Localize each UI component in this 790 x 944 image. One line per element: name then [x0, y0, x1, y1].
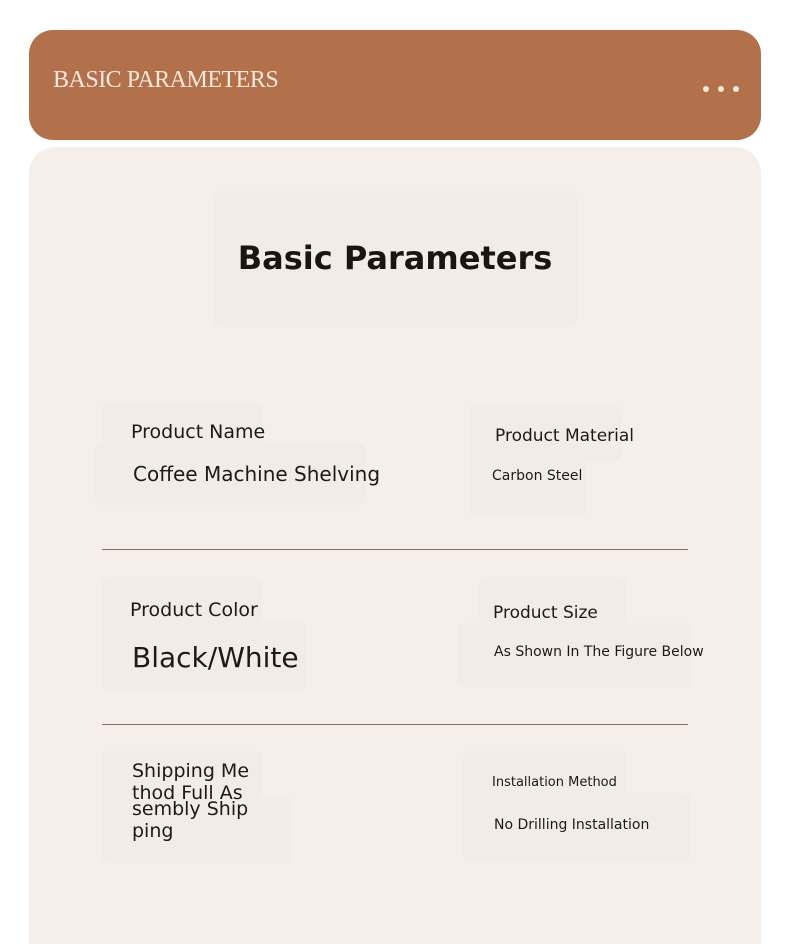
shipping-method-line: ping: [132, 820, 174, 842]
header-bar: [29, 30, 761, 140]
divider: [102, 549, 688, 550]
header-title: BASIC PARAMETERS: [53, 67, 279, 93]
more-dot: [733, 86, 739, 92]
shipping-method-line: Shipping Me: [132, 760, 250, 782]
product-size-value: As Shown In The Figure Below: [494, 644, 704, 660]
product-material-label: Product Material: [495, 426, 635, 446]
shipping-method-line: sembly Ship: [132, 798, 249, 820]
installation-method-value: No Drilling Installation: [494, 817, 650, 833]
product-size-label: Product Size: [493, 603, 598, 623]
product-name-label: Product Name: [131, 421, 266, 443]
divider: [102, 724, 688, 725]
product-name-value: Coffee Machine Shelving: [133, 462, 381, 486]
heading-panel: [213, 191, 577, 327]
more-dot: [703, 86, 709, 92]
product-color-label: Product Color: [130, 599, 258, 621]
shipping-method-text: [132, 761, 249, 841]
product-color-value: Black/White: [132, 641, 299, 674]
more-dot: [718, 86, 724, 92]
parameters-card: [29, 147, 761, 944]
product-material-value: Carbon Steel: [492, 468, 583, 484]
more-horizontal-icon[interactable]: [703, 85, 739, 93]
installation-method-label: Installation Method: [492, 775, 617, 790]
page-title: Basic Parameters: [237, 239, 553, 277]
shipping-method-line: thod Full As: [132, 782, 243, 804]
